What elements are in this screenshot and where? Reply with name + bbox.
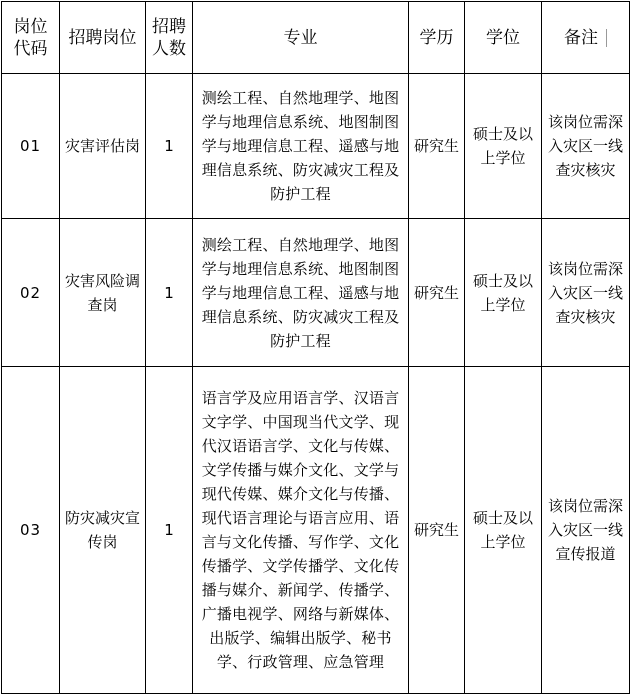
row-code: 03 [2,367,60,694]
header-position-code: 岗位 代码 [2,2,60,74]
row-position: 防灾减灾宣 传岗 [60,367,146,694]
row-code: 01 [2,74,60,219]
row-note: 该岗位需深 入灾区一线 宣传报道 [542,367,630,694]
row-major: 语言学及应用语言学、汉语言 文字学、中国现当代文学、现 代汉语语言学、文化与传媒、 文学传播与媒介文化、文学与 现代传媒、媒介文化与传播、 现代语言理论与语言应用、语 言与文化传播、写作学、文化 传播学、文学传播学、文化传 播与媒介、新闻学、传播学、 广播电视学、网络与新媒体、 出版学、编辑出版学、秘书 学、行政管理、应急管理 [193,367,409,694]
header-major: 专业 [193,2,409,74]
row-count: 1 [146,219,193,367]
row-code: 02 [2,219,60,367]
table-row [2,219,630,367]
row-education: 研究生 [409,219,465,367]
header-note: 备注 [542,2,630,74]
table-row [2,367,630,694]
header-headcount: 招聘 人数 [146,2,193,74]
row-count: 1 [146,367,193,694]
row-note: 该岗位需深 入灾区一线 查灾核灾 [542,74,630,219]
row-position: 灾害风险调 查岗 [60,219,146,367]
row-position: 灾害评估岗 [60,74,146,219]
row-note: 该岗位需深 入灾区一线 查灾核灾 [542,219,630,367]
row-degree: 硕士及以 上学位 [465,367,542,694]
row-major: 测绘工程、自然地理学、地图 学与地理信息系统、地图制图 学与地理信息工程、遥感与地 理信息系统、防灾减灾工程及 防护工程 [193,74,409,219]
header-position-name: 招聘岗位 [60,2,146,74]
table-header-row [2,2,630,74]
row-education: 研究生 [409,74,465,219]
recruitment-table [1,1,630,694]
header-degree: 学位 [465,2,542,74]
row-education: 研究生 [409,367,465,694]
row-count: 1 [146,74,193,219]
header-education: 学历 [409,2,465,74]
row-degree: 硕士及以 上学位 [465,219,542,367]
row-degree: 硕士及以 上学位 [465,74,542,219]
row-major: 测绘工程、自然地理学、地图 学与地理信息系统、地图制图 学与地理信息工程、遥感与地 理信息系统、防灾减灾工程及 防护工程 [193,219,409,367]
table-row [2,74,630,219]
text-cursor-mark [606,29,607,47]
